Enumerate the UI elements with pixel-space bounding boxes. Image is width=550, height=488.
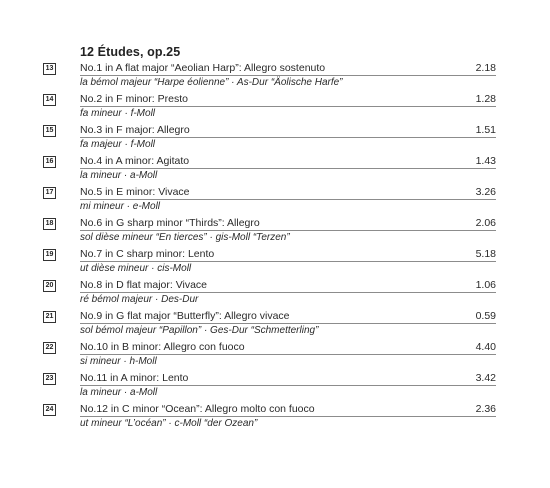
- track-divider: [80, 75, 496, 76]
- track-subtitle: ut dièse mineur · cis-Moll: [80, 263, 192, 274]
- track-duration: 4.40: [475, 341, 496, 353]
- track-row: [0, 370, 550, 401]
- track-divider: [80, 199, 496, 200]
- track-duration: 1.51: [475, 124, 496, 136]
- track-row: [0, 277, 550, 308]
- track-title: No.3 in F major: Allegro: [80, 124, 190, 136]
- track-title: No.5 in E minor: Vivace: [80, 186, 190, 198]
- track-number-badge: 15: [43, 125, 56, 137]
- track-subtitle: sol bémol majeur “Papillon” · Ges-Dur “Schmetterling”: [80, 325, 319, 336]
- track-title: No.10 in B minor: Allegro con fuoco: [80, 341, 245, 353]
- track-row: [0, 401, 550, 432]
- track-duration: 0.59: [475, 310, 496, 322]
- track-row: [0, 308, 550, 339]
- track-row: [0, 60, 550, 91]
- track-subtitle: mi mineur · e-Moll: [80, 201, 161, 212]
- track-duration: 2.36: [475, 403, 496, 415]
- track-divider: [80, 385, 496, 386]
- track-duration: 3.42: [475, 372, 496, 384]
- track-number-badge: 22: [43, 342, 56, 354]
- track-title: No.4 in A minor: Agitato: [80, 155, 190, 167]
- track-title: No.1 in A flat major “Aeolian Harp”: Allegro sostenuto: [80, 62, 326, 74]
- track-subtitle: ré bémol majeur · Des-Dur: [80, 294, 199, 305]
- track-row: [0, 153, 550, 184]
- track-row: [0, 215, 550, 246]
- track-subtitle: fa mineur · f-Moll: [80, 108, 156, 119]
- track-row: [0, 184, 550, 215]
- track-title: No.11 in A minor: Lento: [80, 372, 189, 384]
- track-title: No.9 in G flat major “Butterfly”: Allegro vivace: [80, 310, 290, 322]
- track-subtitle: si mineur · h-Moll: [80, 356, 157, 367]
- track-number-badge: 13: [43, 63, 56, 75]
- track-number-badge: 18: [43, 218, 56, 230]
- track-title: No.12 in C minor “Ocean”: Allegro molto con fuoco: [80, 403, 315, 415]
- track-subtitle: la bémol majeur “Harpe éolienne” · As-Dur “Äolische Harfe”: [80, 77, 343, 88]
- track-title: No.8 in D flat major: Vivace: [80, 279, 208, 291]
- track-duration: 1.06: [475, 279, 496, 291]
- track-number-badge: 19: [43, 249, 56, 261]
- track-number-badge: 20: [43, 280, 56, 292]
- track-number-badge: 17: [43, 187, 56, 199]
- track-subtitle: sol dièse mineur “En tierces” · gis-Moll “Terzen”: [80, 232, 290, 243]
- track-row: [0, 246, 550, 277]
- track-divider: [80, 137, 496, 138]
- track-duration: 2.06: [475, 217, 496, 229]
- track-subtitle: fa majeur · f-Moll: [80, 139, 156, 150]
- track-list: [0, 60, 550, 432]
- track-number-badge: 16: [43, 156, 56, 168]
- track-divider: [80, 292, 496, 293]
- section-heading: 12 Études, op.25: [80, 45, 181, 59]
- track-number-badge: 24: [43, 404, 56, 416]
- track-duration: 2.18: [475, 62, 496, 74]
- track-title: No.7 in C sharp minor: Lento: [80, 248, 215, 260]
- track-duration: 3.26: [475, 186, 496, 198]
- track-subtitle: la mineur · a-Moll: [80, 170, 158, 181]
- track-divider: [80, 261, 496, 262]
- track-row: [0, 122, 550, 153]
- track-duration: 1.28: [475, 93, 496, 105]
- track-subtitle: ut mineur “L’océan” · c-Moll “der Ozean”: [80, 418, 258, 429]
- track-divider: [80, 106, 496, 107]
- track-duration: 5.18: [475, 248, 496, 260]
- track-number-badge: 14: [43, 94, 56, 106]
- track-row: [0, 339, 550, 370]
- track-subtitle: la mineur · a-Moll: [80, 387, 158, 398]
- track-title: No.6 in G sharp minor “Thirds”: Allegro: [80, 217, 260, 229]
- track-divider: [80, 230, 496, 231]
- track-title: No.2 in F minor: Presto: [80, 93, 188, 105]
- track-duration: 1.43: [475, 155, 496, 167]
- track-divider: [80, 168, 496, 169]
- track-number-badge: 21: [43, 311, 56, 323]
- track-divider: [80, 323, 496, 324]
- track-row: [0, 91, 550, 122]
- track-divider: [80, 416, 496, 417]
- track-number-badge: 23: [43, 373, 56, 385]
- track-divider: [80, 354, 496, 355]
